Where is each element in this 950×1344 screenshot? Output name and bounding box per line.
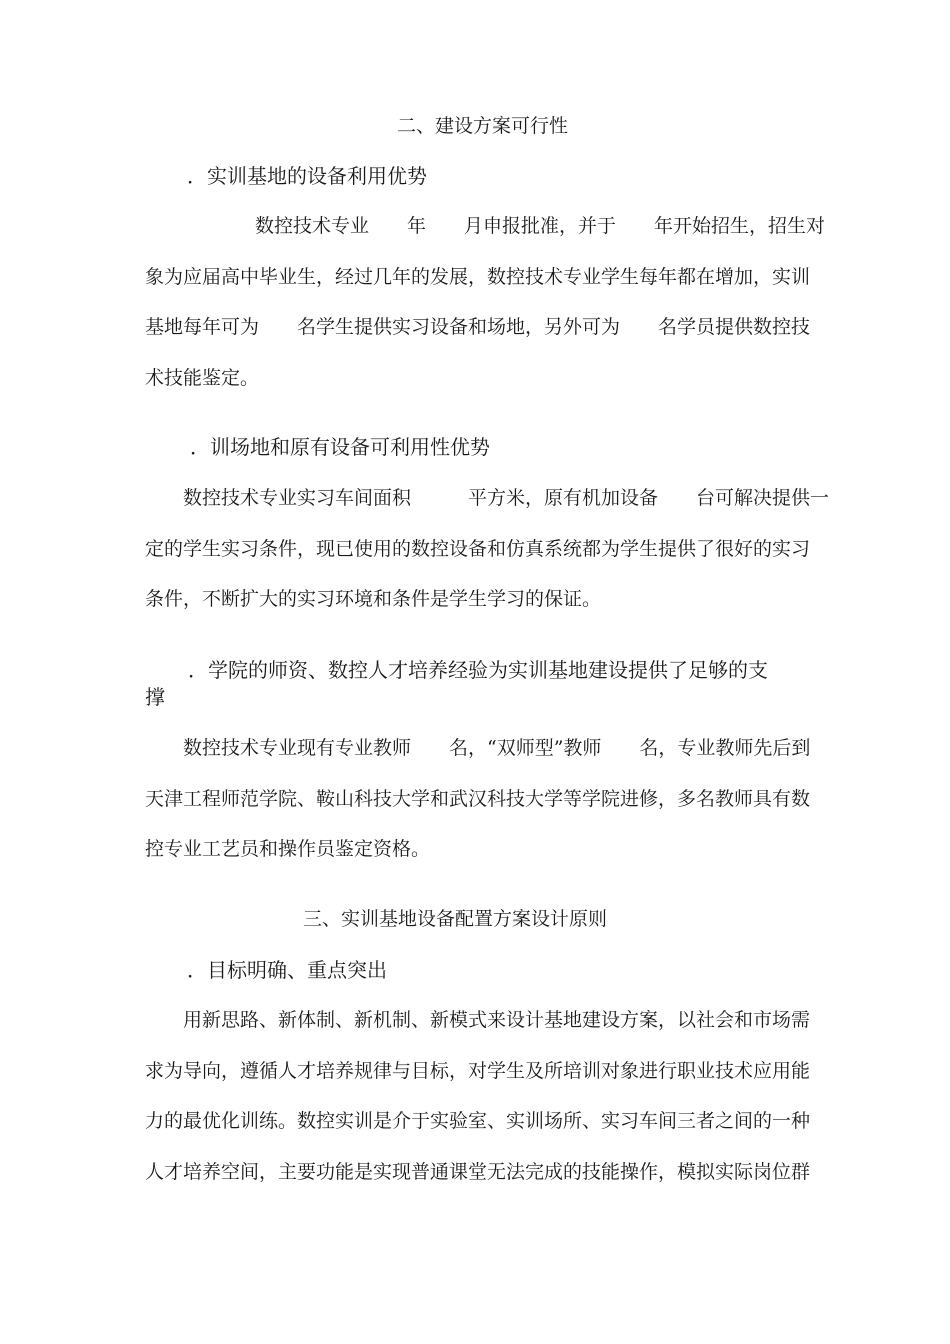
subsection-title-2: ．训场地和原有设备可利用性优势 <box>190 435 490 459</box>
paragraph-3-line-2: 天津工程师范学院、鞍山科技大学和武汉科技大学等学院进修，多名教师具有数 <box>145 788 811 810</box>
paragraph-1-line-4: 术技能鉴定。 <box>145 367 260 389</box>
paragraph-4-line-4: 人才培养空间，主要功能是实现普通课堂无法完成的技能操作，模拟实际岗位群 <box>145 1161 811 1183</box>
paragraph-4-line-3: 力的最优化训练。数控实训是介于实验室、实训场所、实习车间三者之间的一种 <box>145 1110 811 1132</box>
paragraph-1-line-3: 基地每年可为 名学生提供实习设备和场地，另外可为 名学员提供数控技 <box>145 316 811 338</box>
subsection-title-4: ．目标明确、重点突出 <box>187 958 387 982</box>
subsection-title-3-line-1: ．学院的师资、数控人才培养经验为实训基地建设提供了足够的支 <box>188 658 768 682</box>
subsection-title-1: ．实训基地的设备利用优势 <box>187 164 427 188</box>
paragraph-4-line-2: 求为导向，遵循人才培养规律与目标，对学生及所培训对象进行职业技术应用能 <box>145 1060 811 1082</box>
paragraph-3-line-1: 数控技术专业现有专业教师 名，“双师型”教师 名，专业教师先后到 <box>183 737 811 759</box>
paragraph-2-line-2: 定的学生实习条件，现已使用的数控设备和仿真系统都为学生提供了很好的实习 <box>145 538 811 560</box>
subsection-title-3-line-2: 撑 <box>145 685 165 709</box>
paragraph-2-line-1: 数控技术专业实习车间面积 平方米，原有机加设备 台可解决提供一 <box>183 487 830 509</box>
section-heading-2: 二、建设方案可行性 <box>397 115 569 137</box>
paragraph-2-line-3: 条件，不断扩大的实习环境和条件是学生学习的保证。 <box>145 588 602 610</box>
paragraph-1-line-2: 象为应届高中毕业生，经过几年的发展，数控技术专业学生每年都在增加，实训 <box>145 266 811 288</box>
paragraph-4-line-1: 用新思路、新体制、新机制、新模式来设计基地建设方案，以社会和市场需 <box>183 1009 811 1031</box>
paragraph-1-line-1: 数控技术专业 年 月申报批准，并于 年开始招生，招生对 <box>255 215 826 237</box>
section-heading-3: 三、实训基地设备配置方案设计原则 <box>303 908 608 930</box>
paragraph-3-line-3: 控专业工艺员和操作员鉴定资格。 <box>145 838 431 860</box>
